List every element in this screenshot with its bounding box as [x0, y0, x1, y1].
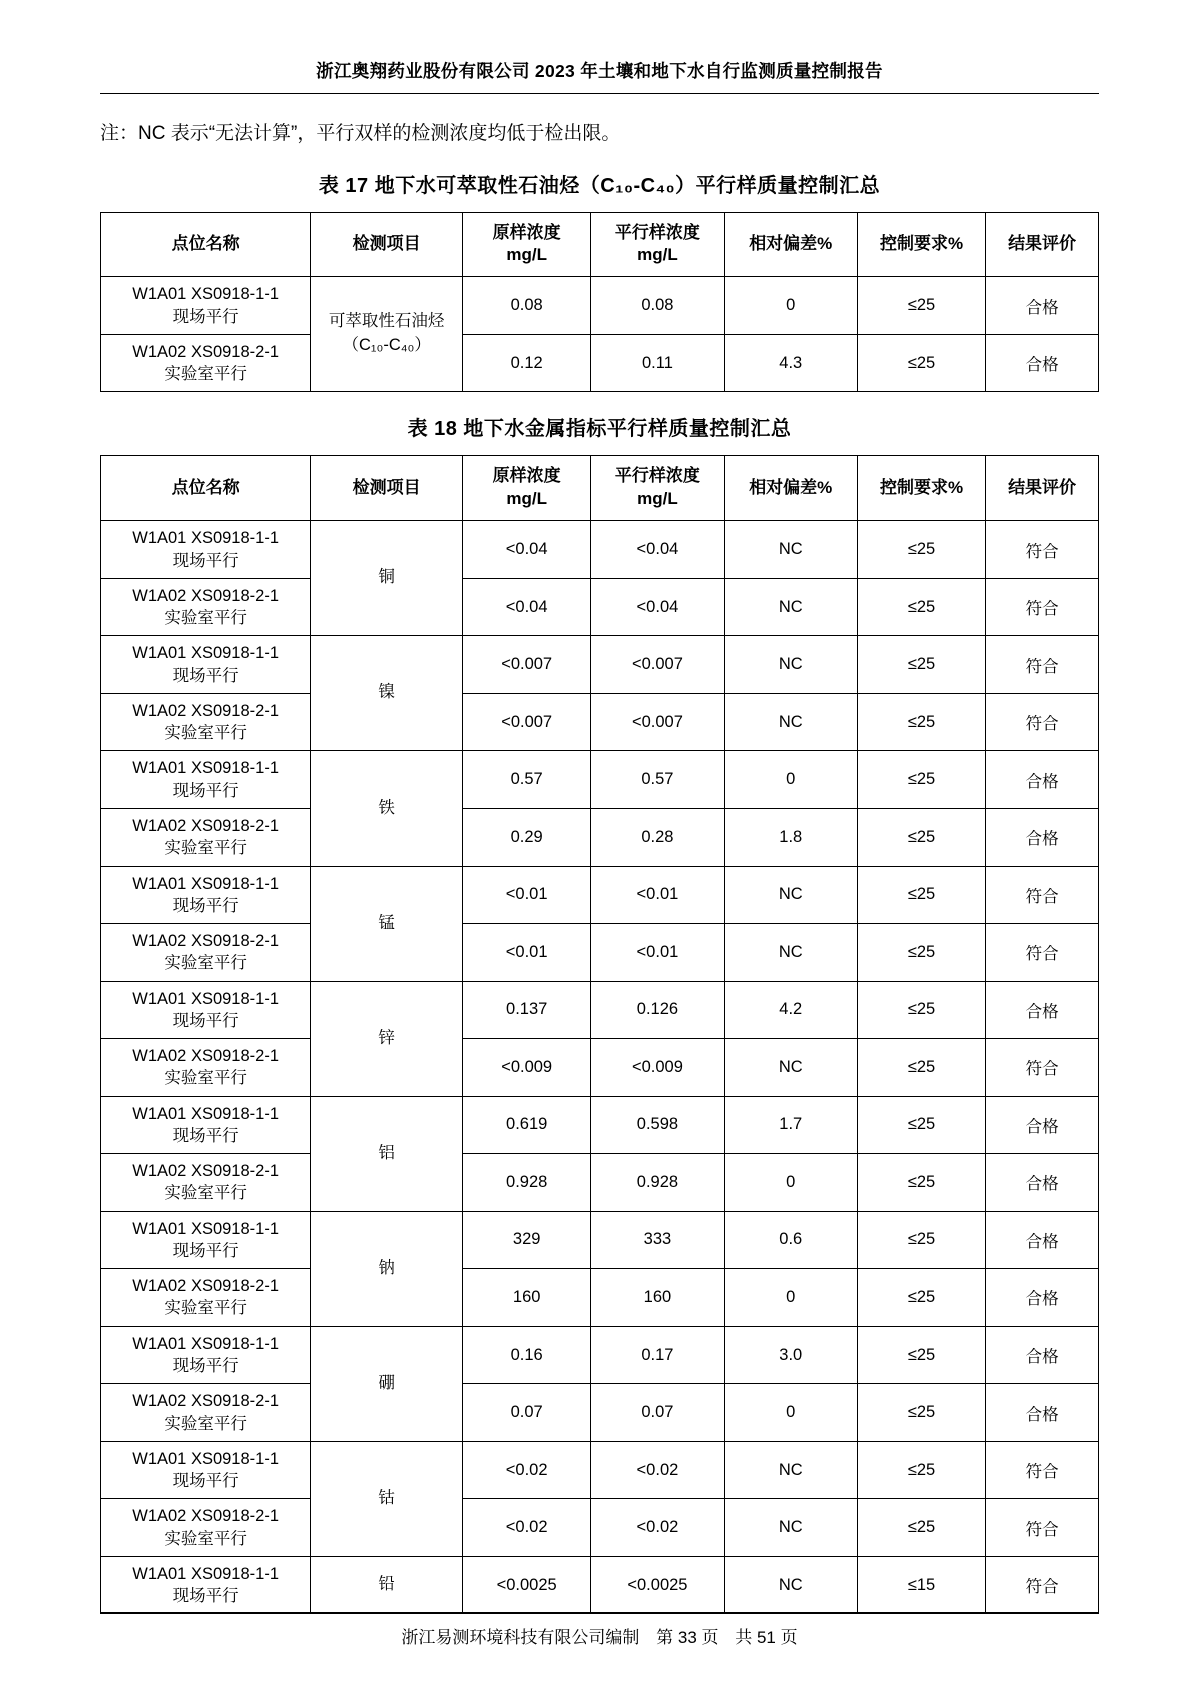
cell-requirement: ≤25	[857, 1039, 985, 1097]
header-original	[463, 212, 591, 277]
cell-original: 0.29	[463, 808, 591, 866]
cell-requirement: ≤25	[857, 277, 985, 335]
cell-site	[101, 636, 311, 694]
site-line-2: 现场平行	[172, 551, 239, 570]
table18-title: 表 18 地下水金属指标平行样质量控制汇总	[407, 418, 792, 441]
cell-requirement: ≤25	[857, 751, 985, 809]
cell-requirement: ≤25	[857, 1326, 985, 1384]
cell-original: <0.04	[463, 578, 591, 636]
cell-site	[101, 1499, 311, 1557]
site-line-1: W1A01 XS0918-1-1	[132, 1219, 280, 1238]
header-item: 检测项目	[311, 212, 463, 277]
cell-site	[101, 751, 311, 809]
cell-parallel: 0.17	[591, 1326, 724, 1384]
cell-original: <0.01	[463, 924, 591, 982]
cell-site	[101, 1326, 311, 1384]
cell-original: <0.0025	[463, 1556, 591, 1614]
cell-deviation: 0	[724, 751, 857, 809]
header-parallel-unit: mg/L	[637, 245, 678, 265]
header-evaluation: 结果评价	[986, 212, 1099, 277]
cell-site	[101, 1269, 311, 1327]
cell-evaluation: 合格	[986, 1154, 1099, 1212]
cell-parallel: 0.57	[591, 751, 724, 809]
cell-evaluation: 合格	[986, 1211, 1099, 1269]
cell-parallel: 333	[591, 1211, 724, 1269]
header-parallel-label: 平行样浓度	[614, 222, 700, 242]
table18-body	[101, 521, 1099, 1614]
cell-item: 可萃取性石油烃（C₁₀-C₄₀）	[311, 277, 463, 392]
cell-deviation: 0	[724, 1154, 857, 1212]
cell-site	[101, 924, 311, 982]
cell-deviation: 0	[724, 1269, 857, 1327]
table-row	[101, 751, 1099, 809]
site-line-2: 实验室平行	[164, 1299, 247, 1318]
cell-site	[101, 1211, 311, 1269]
table-row	[101, 1269, 1099, 1327]
cell-requirement: ≤25	[857, 334, 985, 392]
cell-evaluation: 符合	[986, 1441, 1099, 1499]
table17-body	[101, 277, 1099, 392]
table-row	[101, 334, 1099, 392]
site-line-1: W1A01 XS0918-1-1	[132, 285, 280, 304]
site-line-2: 现场平行	[172, 1011, 239, 1030]
header-parallel-label: 平行样浓度	[614, 466, 700, 486]
table-row	[101, 981, 1099, 1039]
site-line-1: W1A01 XS0918-1-1	[132, 759, 280, 778]
footer-total: 共 51 页	[735, 1628, 798, 1647]
cell-original: 0.16	[463, 1326, 591, 1384]
site-line-2: 现场平行	[172, 666, 239, 685]
cell-deviation: 0.6	[724, 1211, 857, 1269]
cell-original: <0.02	[463, 1499, 591, 1557]
table-row	[101, 1211, 1099, 1269]
site-line-1: W1A02 XS0918-2-1	[132, 1162, 280, 1181]
table-row	[101, 1556, 1099, 1614]
site-line-2: 实验室平行	[164, 1529, 247, 1548]
site-line-2: 现场平行	[172, 781, 239, 800]
cell-site	[101, 578, 311, 636]
site-line-2: 实验室平行	[164, 609, 247, 628]
cell-requirement: ≤25	[857, 636, 985, 694]
cell-requirement: ≤25	[857, 521, 985, 579]
cell-requirement: ≤25	[857, 924, 985, 982]
table-row	[101, 277, 1099, 335]
cell-parallel: <0.02	[591, 1441, 724, 1499]
cell-evaluation: 符合	[986, 1499, 1099, 1557]
site-line-2: 实验室平行	[164, 839, 247, 858]
cell-deviation: 0	[724, 1384, 857, 1442]
table18-header-row	[101, 456, 1099, 521]
table-row	[101, 1499, 1099, 1557]
site-line-1: W1A01 XS0918-1-1	[132, 1449, 280, 1468]
site-line-1: W1A01 XS0918-1-1	[132, 1334, 280, 1353]
cell-parallel: 0.08	[591, 277, 724, 335]
cell-evaluation: 合格	[986, 751, 1099, 809]
cell-requirement: ≤25	[857, 1154, 985, 1212]
cell-requirement: ≤25	[857, 808, 985, 866]
cell-original: <0.007	[463, 693, 591, 751]
cell-deviation: NC	[724, 1039, 857, 1097]
cell-original: 0.57	[463, 751, 591, 809]
cell-site	[101, 866, 311, 924]
cell-item: 硼	[311, 1326, 463, 1441]
cell-site	[101, 1039, 311, 1097]
site-line-1: W1A02 XS0918-2-1	[132, 1507, 280, 1526]
cell-site	[101, 1556, 311, 1614]
cell-item: 镍	[311, 636, 463, 751]
site-line-1: W1A02 XS0918-2-1	[132, 1277, 280, 1296]
table17	[100, 212, 1099, 393]
cell-site	[101, 334, 311, 392]
cell-parallel: <0.007	[591, 693, 724, 751]
cell-original: 0.08	[463, 277, 591, 335]
footer-page: 第 33 页	[656, 1628, 719, 1647]
cell-evaluation: 符合	[986, 578, 1099, 636]
site-line-2: 实验室平行	[164, 1069, 247, 1088]
cell-requirement: ≤25	[857, 1441, 985, 1499]
table-row	[101, 1039, 1099, 1097]
cell-evaluation: 合格	[986, 1269, 1099, 1327]
header-deviation: 相对偏差%	[724, 212, 857, 277]
cell-site	[101, 1384, 311, 1442]
cell-evaluation: 合格	[986, 334, 1099, 392]
cell-deviation: NC	[724, 578, 857, 636]
cell-evaluation: 符合	[986, 1039, 1099, 1097]
cell-requirement: ≤25	[857, 1096, 985, 1154]
cell-evaluation: 符合	[986, 521, 1099, 579]
cell-deviation: 1.8	[724, 808, 857, 866]
cell-requirement: ≤25	[857, 578, 985, 636]
cell-item: 锌	[311, 981, 463, 1096]
cell-evaluation: 合格	[986, 981, 1099, 1039]
cell-evaluation: 合格	[986, 1326, 1099, 1384]
cell-item: 铅	[311, 1556, 463, 1614]
cell-requirement: ≤25	[857, 1269, 985, 1327]
site-line-1: W1A01 XS0918-1-1	[132, 1564, 280, 1583]
site-line-2: 现场平行	[172, 1241, 239, 1260]
cell-original: 0.137	[463, 981, 591, 1039]
header-requirement: 控制要求%	[857, 456, 985, 521]
cell-requirement: ≤25	[857, 981, 985, 1039]
cell-parallel: 0.28	[591, 808, 724, 866]
cell-evaluation: 符合	[986, 636, 1099, 694]
site-line-2: 现场平行	[172, 896, 239, 915]
table-row	[101, 866, 1099, 924]
cell-deviation: 4.2	[724, 981, 857, 1039]
cell-parallel: 0.11	[591, 334, 724, 392]
cell-parallel: <0.01	[591, 924, 724, 982]
site-line-2: 现场平行	[172, 1587, 239, 1606]
site-line-2: 现场平行	[172, 1472, 239, 1491]
site-line-2: 实验室平行	[164, 1184, 247, 1203]
cell-evaluation: 符合	[986, 1556, 1099, 1614]
site-line-1: W1A02 XS0918-2-1	[132, 1392, 280, 1411]
cell-parallel: <0.0025	[591, 1556, 724, 1614]
header-original-label: 原样浓度	[492, 466, 561, 486]
site-line-2: 实验室平行	[164, 954, 247, 973]
table-row	[101, 1384, 1099, 1442]
site-line-1: W1A02 XS0918-2-1	[132, 342, 280, 361]
cell-original: 329	[463, 1211, 591, 1269]
cell-site	[101, 693, 311, 751]
cell-evaluation: 合格	[986, 1384, 1099, 1442]
table-row	[101, 1441, 1099, 1499]
cell-parallel: <0.007	[591, 636, 724, 694]
cell-deviation: 3.0	[724, 1326, 857, 1384]
site-line-2: 实验室平行	[164, 1414, 247, 1433]
cell-deviation: NC	[724, 924, 857, 982]
cell-deviation: NC	[724, 1441, 857, 1499]
header-original-unit: mg/L	[506, 245, 547, 265]
site-line-2: 现场平行	[172, 307, 239, 326]
cell-original: <0.02	[463, 1441, 591, 1499]
cell-deviation: 0	[724, 277, 857, 335]
site-line-1: W1A01 XS0918-1-1	[132, 644, 280, 663]
cell-evaluation: 符合	[986, 866, 1099, 924]
cell-original: 160	[463, 1269, 591, 1327]
cell-requirement: ≤25	[857, 866, 985, 924]
cell-item: 锰	[311, 866, 463, 981]
header-parallel-unit: mg/L	[637, 489, 678, 509]
header-requirement: 控制要求%	[857, 212, 985, 277]
table17-title: 表 17 地下水可萃取性石油烃（C₁₀-C₄₀）平行样质量控制汇总	[318, 174, 881, 197]
cell-evaluation: 合格	[986, 808, 1099, 866]
header-site: 点位名称	[101, 212, 311, 277]
cell-parallel: <0.01	[591, 866, 724, 924]
site-line-1: W1A02 XS0918-2-1	[132, 1047, 280, 1066]
cell-original: <0.009	[463, 1039, 591, 1097]
cell-site	[101, 981, 311, 1039]
table-row	[101, 1154, 1099, 1212]
cell-parallel: <0.02	[591, 1499, 724, 1557]
cell-site	[101, 277, 311, 335]
header-original-unit: mg/L	[506, 489, 547, 509]
cell-deviation: NC	[724, 1556, 857, 1614]
cell-site	[101, 1441, 311, 1499]
cell-original: <0.007	[463, 636, 591, 694]
cell-original: 0.12	[463, 334, 591, 392]
table-row	[101, 521, 1099, 579]
site-line-1: W1A02 XS0918-2-1	[132, 932, 280, 951]
cell-deviation: NC	[724, 636, 857, 694]
site-line-1: W1A02 XS0918-2-1	[132, 816, 280, 835]
cell-parallel: <0.009	[591, 1039, 724, 1097]
cell-site	[101, 521, 311, 579]
cell-parallel: 0.07	[591, 1384, 724, 1442]
cell-parallel: 160	[591, 1269, 724, 1327]
cell-requirement: ≤15	[857, 1556, 985, 1614]
cell-original: 0.928	[463, 1154, 591, 1212]
cell-parallel: <0.04	[591, 578, 724, 636]
note-text: 注：NC 表示“无法计算”，平行双样的检测浓度均低于检出限。	[100, 123, 621, 144]
cell-site	[101, 1154, 311, 1212]
cell-original: 0.07	[463, 1384, 591, 1442]
table-row	[101, 693, 1099, 751]
table-row	[101, 1096, 1099, 1154]
header-deviation: 相对偏差%	[724, 456, 857, 521]
header-parallel	[591, 456, 724, 521]
cell-requirement: ≤25	[857, 693, 985, 751]
cell-evaluation: 符合	[986, 693, 1099, 751]
table17-header-row	[101, 212, 1099, 277]
header-original-label: 原样浓度	[492, 222, 561, 242]
site-line-2: 实验室平行	[164, 724, 247, 743]
cell-original: 0.619	[463, 1096, 591, 1154]
cell-deviation: NC	[724, 521, 857, 579]
cell-site	[101, 808, 311, 866]
site-line-1: W1A01 XS0918-1-1	[132, 529, 280, 548]
cell-item: 铝	[311, 1096, 463, 1211]
cell-site	[101, 1096, 311, 1154]
page-footer	[100, 1612, 1099, 1648]
site-line-1: W1A01 XS0918-1-1	[132, 1104, 280, 1123]
cell-evaluation: 符合	[986, 924, 1099, 982]
site-line-1: W1A02 XS0918-2-1	[132, 701, 280, 720]
site-line-1: W1A02 XS0918-2-1	[132, 586, 280, 605]
site-line-1: W1A01 XS0918-1-1	[132, 989, 280, 1008]
cell-original: <0.04	[463, 521, 591, 579]
table-row	[101, 636, 1099, 694]
cell-item: 铁	[311, 751, 463, 866]
cell-deviation: NC	[724, 866, 857, 924]
table18	[100, 455, 1099, 1614]
table-row	[101, 808, 1099, 866]
cell-evaluation: 合格	[986, 277, 1099, 335]
cell-deviation: 4.3	[724, 334, 857, 392]
header-item: 检测项目	[311, 456, 463, 521]
cell-requirement: ≤25	[857, 1211, 985, 1269]
header-site: 点位名称	[101, 456, 311, 521]
footer-company: 浙江易测环境科技有限公司编制	[401, 1628, 640, 1647]
cell-parallel: <0.04	[591, 521, 724, 579]
page-header: 浙江奥翔药业股份有限公司 2023 年土壤和地下水自行监测质量控制报告	[100, 58, 1099, 94]
cell-original: <0.01	[463, 866, 591, 924]
table-row	[101, 924, 1099, 982]
site-line-2: 现场平行	[172, 1126, 239, 1145]
cell-parallel: 0.928	[591, 1154, 724, 1212]
header-evaluation: 结果评价	[986, 456, 1099, 521]
cell-item: 钴	[311, 1441, 463, 1556]
cell-item: 钠	[311, 1211, 463, 1326]
cell-deviation: NC	[724, 693, 857, 751]
site-line-1: W1A01 XS0918-1-1	[132, 874, 280, 893]
site-line-2: 实验室平行	[164, 365, 247, 384]
cell-deviation: NC	[724, 1499, 857, 1557]
cell-requirement: ≤25	[857, 1384, 985, 1442]
cell-evaluation: 合格	[986, 1096, 1099, 1154]
header-parallel	[591, 212, 724, 277]
table-row	[101, 1326, 1099, 1384]
cell-parallel: 0.126	[591, 981, 724, 1039]
cell-deviation: 1.7	[724, 1096, 857, 1154]
cell-parallel: 0.598	[591, 1096, 724, 1154]
cell-requirement: ≤25	[857, 1499, 985, 1557]
cell-item: 铜	[311, 521, 463, 636]
site-line-2: 现场平行	[172, 1357, 239, 1376]
header-original	[463, 456, 591, 521]
table-row	[101, 578, 1099, 636]
